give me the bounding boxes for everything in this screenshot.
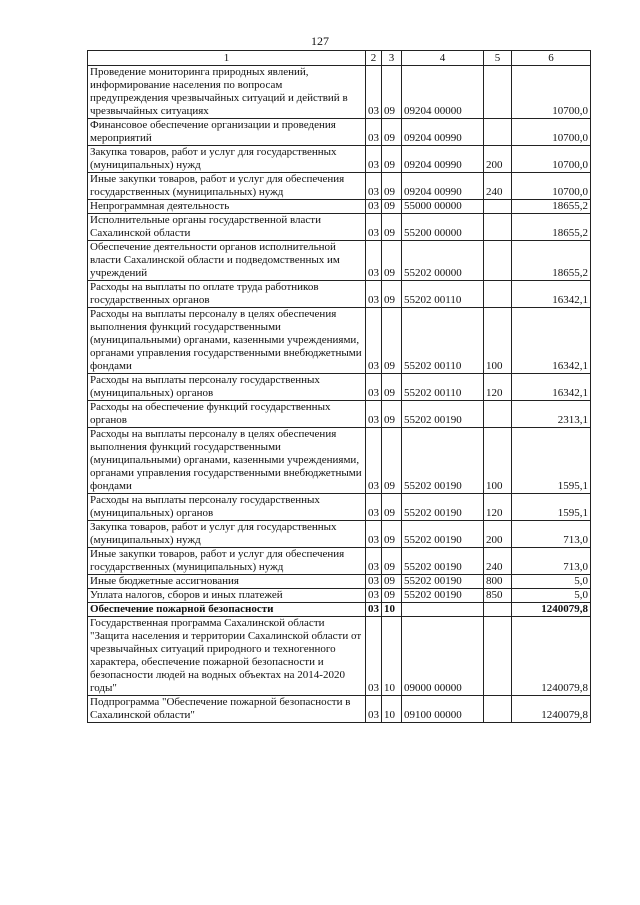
- amount-cell: 16342,1: [512, 308, 591, 374]
- amount-cell: 10700,0: [512, 119, 591, 146]
- section-code-cell: 03: [366, 617, 382, 696]
- table-row: [88, 603, 591, 617]
- subsection-code-cell: 09: [382, 241, 402, 281]
- table-row: [88, 494, 591, 521]
- subsection-code-cell: 09: [382, 146, 402, 173]
- section-code-cell: 03: [366, 603, 382, 617]
- subsection-code-cell: 09: [382, 308, 402, 374]
- column-header: 2: [366, 51, 382, 66]
- column-header: 5: [484, 51, 512, 66]
- expense-type-cell: 200: [484, 146, 512, 173]
- amount-cell: 713,0: [512, 521, 591, 548]
- row-name-cell: Иные закупки товаров, работ и услуг для обеспечения государственных (муниципальных) нужд: [88, 548, 366, 575]
- row-name-cell: Закупка товаров, работ и услуг для государственных (муниципальных) нужд: [88, 521, 366, 548]
- expense-type-cell: [484, 119, 512, 146]
- section-code-cell: 03: [366, 494, 382, 521]
- expense-type-cell: [484, 200, 512, 214]
- amount-cell: 1240079,8: [512, 603, 591, 617]
- subsection-code-cell: 09: [382, 589, 402, 603]
- target-article-cell: 55202 00190: [402, 589, 484, 603]
- target-article-cell: 55202 00190: [402, 521, 484, 548]
- target-article-cell: 09204 00990: [402, 119, 484, 146]
- expense-type-cell: [484, 603, 512, 617]
- amount-cell: 18655,2: [512, 200, 591, 214]
- section-code-cell: 03: [366, 173, 382, 200]
- section-code-cell: 03: [366, 589, 382, 603]
- subsection-code-cell: 09: [382, 281, 402, 308]
- subsection-code-cell: 10: [382, 603, 402, 617]
- target-article-cell: 55202 00190: [402, 428, 484, 494]
- table-row: [88, 146, 591, 173]
- subsection-code-cell: 09: [382, 66, 402, 119]
- amount-cell: 713,0: [512, 548, 591, 575]
- subsection-code-cell: 09: [382, 401, 402, 428]
- table-row: [88, 374, 591, 401]
- subsection-code-cell: 09: [382, 575, 402, 589]
- subsection-code-cell: 09: [382, 521, 402, 548]
- row-name-cell: Иные закупки товаров, работ и услуг для обеспечения государственных (муниципальных) нужд: [88, 173, 366, 200]
- target-article-cell: 55202 00000: [402, 241, 484, 281]
- table-row: [88, 173, 591, 200]
- expense-type-cell: 120: [484, 494, 512, 521]
- target-article-cell: 55200 00000: [402, 214, 484, 241]
- row-name-cell: Исполнительные органы государственной власти Сахалинской области: [88, 214, 366, 241]
- section-code-cell: 03: [366, 696, 382, 723]
- section-code-cell: 03: [366, 308, 382, 374]
- expense-type-cell: 120: [484, 374, 512, 401]
- row-name-cell: Обеспечение деятельности органов исполнительной власти Сахалинской области и подведомственных им учреждений: [88, 241, 366, 281]
- column-header: 6: [512, 51, 591, 66]
- expense-type-cell: [484, 214, 512, 241]
- target-article-cell: 55202 00190: [402, 575, 484, 589]
- column-header: 4: [402, 51, 484, 66]
- table-row: [88, 401, 591, 428]
- subsection-code-cell: 09: [382, 119, 402, 146]
- table-row: [88, 575, 591, 589]
- amount-cell: 18655,2: [512, 214, 591, 241]
- section-code-cell: 03: [366, 374, 382, 401]
- page-number: 127: [311, 34, 329, 48]
- row-name-cell: Расходы на обеспечение функций государственных органов: [88, 401, 366, 428]
- target-article-cell: 55202 00110: [402, 281, 484, 308]
- subsection-code-cell: 09: [382, 494, 402, 521]
- expense-type-cell: [484, 241, 512, 281]
- table-row: [88, 548, 591, 575]
- table-row: [88, 66, 591, 119]
- target-article-cell: 55000 00000: [402, 200, 484, 214]
- subsection-code-cell: 09: [382, 374, 402, 401]
- subsection-code-cell: 09: [382, 200, 402, 214]
- subsection-code-cell: 09: [382, 428, 402, 494]
- subsection-code-cell: 10: [382, 617, 402, 696]
- table-row: [88, 428, 591, 494]
- amount-cell: 5,0: [512, 575, 591, 589]
- row-name-cell: Иные бюджетные ассигнования: [88, 575, 366, 589]
- amount-cell: 16342,1: [512, 374, 591, 401]
- target-article-cell: 09204 00000: [402, 66, 484, 119]
- table-row: [88, 696, 591, 723]
- amount-cell: 10700,0: [512, 66, 591, 119]
- section-code-cell: 03: [366, 548, 382, 575]
- section-code-cell: 03: [366, 214, 382, 241]
- expense-type-cell: [484, 401, 512, 428]
- amount-cell: 16342,1: [512, 281, 591, 308]
- row-name-cell: Расходы на выплаты персоналу государственных (муниципальных) органов: [88, 374, 366, 401]
- row-name-cell: Непрограммная деятельность: [88, 200, 366, 214]
- row-name-cell: Обеспечение пожарной безопасности: [88, 603, 366, 617]
- section-code-cell: 03: [366, 575, 382, 589]
- subsection-code-cell: 10: [382, 696, 402, 723]
- section-code-cell: 03: [366, 401, 382, 428]
- table-row: [88, 308, 591, 374]
- subsection-code-cell: 09: [382, 548, 402, 575]
- subsection-code-cell: 09: [382, 214, 402, 241]
- amount-cell: 2313,1: [512, 401, 591, 428]
- expense-type-cell: 200: [484, 521, 512, 548]
- amount-cell: 10700,0: [512, 173, 591, 200]
- row-name-cell: Подпрограмма "Обеспечение пожарной безопасности в Сахалинской области": [88, 696, 366, 723]
- target-article-cell: 09204 00990: [402, 173, 484, 200]
- section-code-cell: 03: [366, 281, 382, 308]
- table-row: [88, 119, 591, 146]
- row-name-cell: Расходы на выплаты персоналу в целях обеспечения выполнения функций государственными (муниципальными) органами, казенными учреждениями, органами управления государственными внебюджетными фондами: [88, 308, 366, 374]
- target-article-cell: 55202 00110: [402, 308, 484, 374]
- section-code-cell: 03: [366, 146, 382, 173]
- amount-cell: 1595,1: [512, 494, 591, 521]
- table-row: [88, 200, 591, 214]
- expense-type-cell: [484, 281, 512, 308]
- row-name-cell: Финансовое обеспечение организации и проведения мероприятий: [88, 119, 366, 146]
- expense-type-cell: 240: [484, 548, 512, 575]
- section-code-cell: 03: [366, 241, 382, 281]
- amount-cell: 1595,1: [512, 428, 591, 494]
- section-code-cell: 03: [366, 521, 382, 548]
- target-article-cell: [402, 603, 484, 617]
- row-name-cell: Проведение мониторинга природных явлений, информирование населения по вопросам предупреждения чрезвычайных ситуаций и действий в чрезвычайных ситуациях: [88, 66, 366, 119]
- expense-type-cell: 240: [484, 173, 512, 200]
- expense-type-cell: 100: [484, 308, 512, 374]
- target-article-cell: 09204 00990: [402, 146, 484, 173]
- expense-type-cell: [484, 696, 512, 723]
- target-article-cell: 09000 00000: [402, 617, 484, 696]
- table-row: [88, 521, 591, 548]
- table-body: [88, 66, 591, 723]
- table-row: [88, 214, 591, 241]
- target-article-cell: 55202 00110: [402, 374, 484, 401]
- section-code-cell: 03: [366, 66, 382, 119]
- target-article-cell: 09100 00000: [402, 696, 484, 723]
- expense-type-cell: [484, 617, 512, 696]
- table-header-row: [88, 51, 591, 66]
- row-name-cell: Закупка товаров, работ и услуг для государственных (муниципальных) нужд: [88, 146, 366, 173]
- row-name-cell: Расходы на выплаты персоналу государственных (муниципальных) органов: [88, 494, 366, 521]
- amount-cell: 1240079,8: [512, 696, 591, 723]
- subsection-code-cell: 09: [382, 173, 402, 200]
- section-code-cell: 03: [366, 200, 382, 214]
- expense-type-cell: 100: [484, 428, 512, 494]
- table-row: [88, 617, 591, 696]
- section-code-cell: 03: [366, 119, 382, 146]
- expense-type-cell: 850: [484, 589, 512, 603]
- amount-cell: 18655,2: [512, 241, 591, 281]
- table-row: [88, 281, 591, 308]
- target-article-cell: 55202 00190: [402, 548, 484, 575]
- table-row: [88, 589, 591, 603]
- row-name-cell: Уплата налогов, сборов и иных платежей: [88, 589, 366, 603]
- row-name-cell: Расходы на выплаты по оплате труда работников государственных органов: [88, 281, 366, 308]
- column-header: 3: [382, 51, 402, 66]
- target-article-cell: 55202 00190: [402, 494, 484, 521]
- row-name-cell: Расходы на выплаты персоналу в целях обеспечения выполнения функций государственными (муниципальными) органами, казенными учреждениями, органами управления государственными внебюджетными фондами: [88, 428, 366, 494]
- amount-cell: 1240079,8: [512, 617, 591, 696]
- expense-type-cell: [484, 66, 512, 119]
- target-article-cell: 55202 00190: [402, 401, 484, 428]
- amount-cell: 5,0: [512, 589, 591, 603]
- table-row: [88, 241, 591, 281]
- amount-cell: 10700,0: [512, 146, 591, 173]
- expense-type-cell: 800: [484, 575, 512, 589]
- budget-table: [87, 50, 591, 723]
- column-header: 1: [88, 51, 366, 66]
- section-code-cell: 03: [366, 428, 382, 494]
- row-name-cell: Государственная программа Сахалинской области "Защита населения и территории Сахалинской области от чрезвычайных ситуаций природного и техногенного характера, обеспечение пожарной безопасности и безопасности людей на водных объектах на 2014-2020 годы": [88, 617, 366, 696]
